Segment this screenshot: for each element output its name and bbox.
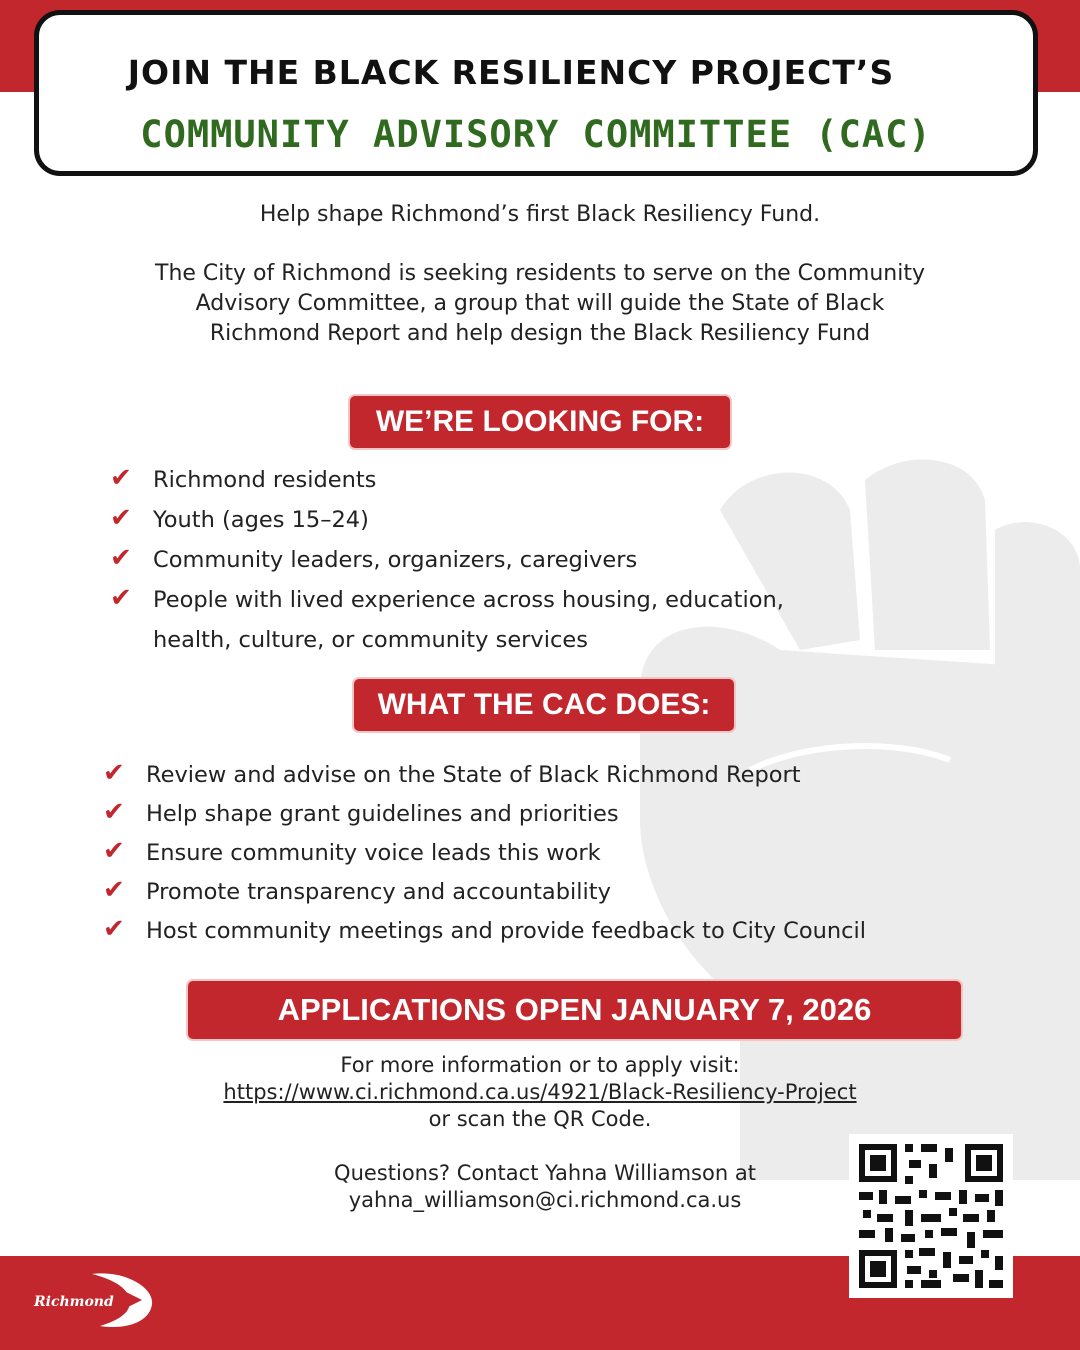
cac-does-heading: WHAT THE CAC DOES: bbox=[354, 679, 734, 731]
logo-text: Richmond bbox=[34, 1294, 114, 1310]
check-icon: ✔ bbox=[110, 463, 132, 493]
list-item-text: Richmond residents bbox=[153, 467, 377, 493]
check-icon: ✔ bbox=[110, 543, 132, 573]
info-block bbox=[40, 1052, 1040, 1133]
list-item-text: Help shape grant guidelines and priorities bbox=[146, 801, 619, 827]
tagline: Help shape Richmond’s first Black Resiliency Fund. bbox=[259, 202, 821, 227]
check-icon: ✔ bbox=[103, 914, 125, 944]
city-of-richmond-logo bbox=[30, 1268, 160, 1332]
looking-for-heading: WE’RE LOOKING FOR: bbox=[350, 396, 730, 448]
list-item-text: People with lived experience across housing, education, bbox=[153, 587, 784, 613]
info-line: For more information or to apply visit: bbox=[340, 1053, 740, 1077]
intro-line: Advisory Committee, a group that will guide the State of Black bbox=[195, 291, 885, 316]
check-icon: ✔ bbox=[103, 758, 125, 788]
list-item-text: Review and advise on the State of Black Richmond Report bbox=[146, 762, 801, 788]
intro-line: The City of Richmond is seeking residents to serve on the Community bbox=[155, 261, 925, 286]
title-box bbox=[34, 10, 1038, 176]
list-item-text: Community leaders, organizers, caregivers bbox=[153, 547, 638, 573]
contact-email[interactable]: yahna_williamson@ci.richmond.ca.us bbox=[348, 1188, 742, 1212]
check-icon: ✔ bbox=[110, 503, 132, 533]
qr-code[interactable] bbox=[849, 1134, 1013, 1298]
info-line: or scan the QR Code. bbox=[428, 1107, 652, 1131]
contact-line: Questions? Contact Yahna Williamson at bbox=[334, 1161, 756, 1185]
list-item-text: Youth (ages 15–24) bbox=[153, 507, 369, 533]
check-icon: ✔ bbox=[103, 875, 125, 905]
applications-banner: APPLICATIONS OPEN JANUARY 7, 2026 bbox=[188, 981, 961, 1039]
intro-line: Richmond Report and help design the Black Resiliency Fund bbox=[209, 321, 871, 346]
check-icon: ✔ bbox=[103, 836, 125, 866]
list-item-text: Promote transparency and accountability bbox=[146, 879, 611, 905]
check-icon: ✔ bbox=[103, 797, 125, 827]
project-link[interactable]: https://www.ci.richmond.ca.us/4921/Black-Resiliency-Project bbox=[223, 1080, 857, 1104]
list-item-text: Host community meetings and provide feedback to City Council bbox=[146, 918, 867, 944]
title-line-1: JOIN THE BLACK RESILIENCY PROJECT’S bbox=[127, 53, 895, 92]
check-icon: ✔ bbox=[110, 583, 132, 613]
list-item-text: Ensure community voice leads this work bbox=[146, 840, 601, 866]
list-item-text: health, culture, or community services bbox=[153, 627, 588, 653]
title-line-2: COMMUNITY ADVISORY COMMITTEE (CAC) bbox=[140, 113, 932, 156]
intro-paragraph bbox=[40, 259, 1040, 349]
